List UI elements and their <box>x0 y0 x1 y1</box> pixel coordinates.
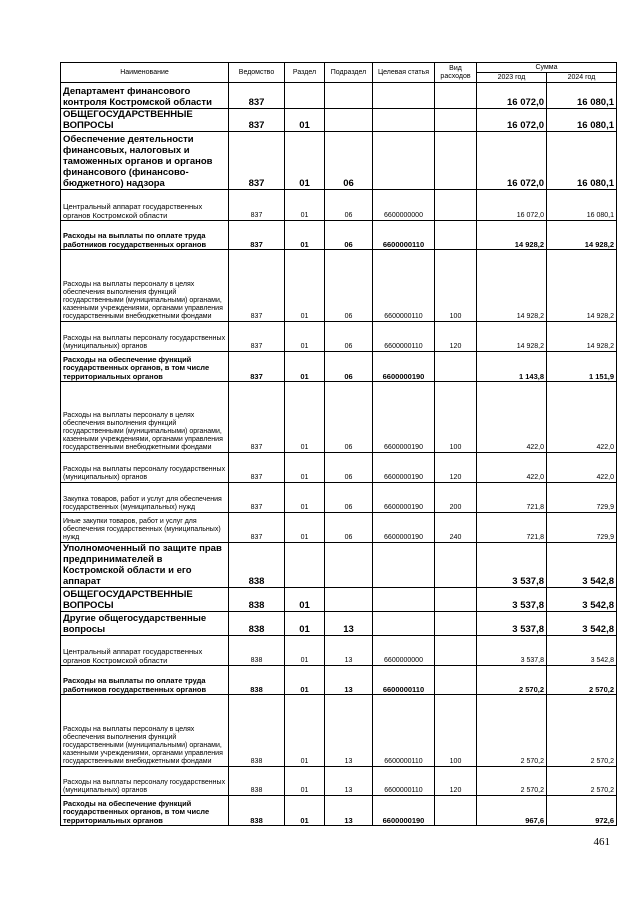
cell-subsection: 06 <box>325 382 373 453</box>
cell-dept: 837 <box>229 453 285 483</box>
cell-dept: 837 <box>229 322 285 352</box>
cell-target: 6600000190 <box>373 382 435 453</box>
cell-subsection: 06 <box>325 483 373 513</box>
cell-section: 01 <box>285 352 325 382</box>
cell-target: 6600000190 <box>373 453 435 483</box>
cell-sum-2024: 422,0 <box>547 453 617 483</box>
table-row <box>61 636 617 666</box>
cell-sum-2023: 2 570,2 <box>477 695 547 767</box>
cell-subsection: 13 <box>325 636 373 666</box>
header-exp-type: Вид расходов <box>435 63 477 83</box>
table-row <box>61 695 617 767</box>
cell-exp-type: 100 <box>435 250 477 322</box>
table-row <box>61 83 617 109</box>
cell-sum-2023: 14 928,2 <box>477 221 547 250</box>
cell-exp-type <box>435 666 477 695</box>
header-section: Раздел <box>285 63 325 83</box>
cell-subsection: 13 <box>325 796 373 826</box>
cell-sum-2023: 1 143,8 <box>477 352 547 382</box>
cell-sum-2023: 14 928,2 <box>477 322 547 352</box>
cell-subsection: 13 <box>325 695 373 767</box>
cell-exp-type: 240 <box>435 513 477 543</box>
cell-dept: 838 <box>229 588 285 612</box>
cell-name: Расходы на выплаты персоналу государственных (муниципальных) органов <box>61 322 229 352</box>
cell-target <box>373 83 435 109</box>
cell-sum-2024: 729,9 <box>547 483 617 513</box>
cell-section: 01 <box>285 513 325 543</box>
cell-sum-2024: 16 080,1 <box>547 132 617 190</box>
cell-subsection: 06 <box>325 250 373 322</box>
cell-dept: 838 <box>229 636 285 666</box>
cell-name: Центральный аппарат государственных органов Костромской области <box>61 636 229 666</box>
cell-name: Центральный аппарат государственных органов Костромской области <box>61 190 229 221</box>
cell-section: 01 <box>285 132 325 190</box>
cell-dept: 837 <box>229 382 285 453</box>
table-row <box>61 612 617 636</box>
cell-name: Расходы на обеспечение функций государственных органов, в том числе территориальных органов <box>61 352 229 382</box>
cell-name: Иные закупки товаров, работ и услуг для обеспечения государственных (муниципальных) нужд <box>61 513 229 543</box>
cell-sum-2024: 2 570,2 <box>547 666 617 695</box>
cell-section: 01 <box>285 453 325 483</box>
cell-section: 01 <box>285 767 325 796</box>
cell-section: 01 <box>285 695 325 767</box>
table-header <box>61 63 617 83</box>
cell-sum-2023: 14 928,2 <box>477 250 547 322</box>
cell-subsection: 13 <box>325 612 373 636</box>
cell-dept: 838 <box>229 695 285 767</box>
cell-name: ОБЩЕГОСУДАРСТВЕННЫЕ ВОПРОСЫ <box>61 109 229 132</box>
cell-target: 6600000190 <box>373 352 435 382</box>
page-number: 461 <box>593 836 610 848</box>
cell-subsection: 06 <box>325 221 373 250</box>
cell-section: 01 <box>285 588 325 612</box>
cell-exp-type <box>435 588 477 612</box>
table-row <box>61 796 617 826</box>
table-row <box>61 767 617 796</box>
cell-sum-2024: 729,9 <box>547 513 617 543</box>
cell-target: 6600000110 <box>373 695 435 767</box>
cell-dept: 837 <box>229 352 285 382</box>
cell-exp-type: 120 <box>435 767 477 796</box>
table-row <box>61 322 617 352</box>
header-year-2024: 2024 год <box>547 73 617 83</box>
header-dept: Ведомство <box>229 63 285 83</box>
cell-exp-type: 120 <box>435 453 477 483</box>
header-name: Наименование <box>61 63 229 83</box>
cell-sum-2023: 3 537,8 <box>477 636 547 666</box>
cell-section: 01 <box>285 612 325 636</box>
cell-sum-2023: 16 072,0 <box>477 83 547 109</box>
cell-name: Другие общегосударственные вопросы <box>61 612 229 636</box>
cell-name: Расходы на выплаты персоналу в целях обеспечения выполнения функций государственными (муниципальными) органами, казенными учреждениями, органами управления государственными внебюджетными фондами <box>61 695 229 767</box>
cell-sum-2023: 3 537,8 <box>477 612 547 636</box>
cell-sum-2024: 3 542,8 <box>547 543 617 588</box>
cell-target: 6600000190 <box>373 796 435 826</box>
cell-exp-type: 100 <box>435 695 477 767</box>
cell-sum-2024: 16 080,1 <box>547 190 617 221</box>
cell-sum-2024: 3 542,8 <box>547 588 617 612</box>
table-row <box>61 513 617 543</box>
cell-subsection <box>325 588 373 612</box>
cell-exp-type <box>435 612 477 636</box>
cell-dept: 838 <box>229 666 285 695</box>
cell-target <box>373 109 435 132</box>
cell-dept: 837 <box>229 221 285 250</box>
cell-subsection <box>325 543 373 588</box>
header-subsection: Подраздел <box>325 63 373 83</box>
cell-sum-2023: 721,8 <box>477 483 547 513</box>
cell-dept: 837 <box>229 132 285 190</box>
cell-section: 01 <box>285 109 325 132</box>
header-target: Целевая статья <box>373 63 435 83</box>
cell-section: 01 <box>285 190 325 221</box>
table-row <box>61 352 617 382</box>
cell-name: Расходы на обеспечение функций государственных органов, в том числе территориальных органов <box>61 796 229 826</box>
cell-subsection: 06 <box>325 190 373 221</box>
cell-name: Расходы на выплаты персоналу государственных (муниципальных) органов <box>61 453 229 483</box>
cell-sum-2024: 2 570,2 <box>547 767 617 796</box>
cell-exp-type <box>435 190 477 221</box>
cell-subsection: 06 <box>325 453 373 483</box>
table-row <box>61 250 617 322</box>
cell-subsection: 06 <box>325 322 373 352</box>
cell-exp-type: 100 <box>435 382 477 453</box>
cell-subsection: 13 <box>325 666 373 695</box>
cell-dept: 838 <box>229 612 285 636</box>
header-sum: Сумма <box>477 63 617 73</box>
cell-target <box>373 132 435 190</box>
cell-exp-type <box>435 796 477 826</box>
cell-name: Расходы на выплаты по оплате труда работников государственных органов <box>61 666 229 695</box>
cell-subsection <box>325 109 373 132</box>
table-row <box>61 190 617 221</box>
cell-subsection: 06 <box>325 132 373 190</box>
cell-name: Расходы на выплаты по оплате труда работников государственных органов <box>61 221 229 250</box>
table-row <box>61 666 617 695</box>
cell-exp-type <box>435 352 477 382</box>
cell-exp-type: 120 <box>435 322 477 352</box>
cell-name: Расходы на выплаты персоналу в целях обеспечения выполнения функций государственными (муниципальными) органами, казенными учреждениями, органами управления государственными внебюджетными фондами <box>61 382 229 453</box>
cell-target <box>373 588 435 612</box>
table-row <box>61 453 617 483</box>
cell-sum-2023: 721,8 <box>477 513 547 543</box>
cell-sum-2023: 16 072,0 <box>477 190 547 221</box>
cell-section: 01 <box>285 666 325 695</box>
table-body <box>61 83 617 826</box>
cell-exp-type <box>435 109 477 132</box>
cell-dept: 837 <box>229 483 285 513</box>
cell-subsection: 06 <box>325 513 373 543</box>
cell-sum-2024: 14 928,2 <box>547 221 617 250</box>
cell-dept: 837 <box>229 83 285 109</box>
budget-table <box>60 62 617 826</box>
table-row <box>61 382 617 453</box>
cell-target: 6600000000 <box>373 190 435 221</box>
cell-name: Закупка товаров, работ и услуг для обеспечения государственных (муниципальных) нужд <box>61 483 229 513</box>
cell-exp-type <box>435 543 477 588</box>
cell-dept: 837 <box>229 250 285 322</box>
cell-dept: 837 <box>229 513 285 543</box>
cell-target: 6600000110 <box>373 322 435 352</box>
table-row <box>61 221 617 250</box>
header-year-2023: 2023 год <box>477 73 547 83</box>
cell-dept: 838 <box>229 796 285 826</box>
cell-section: 01 <box>285 382 325 453</box>
cell-exp-type <box>435 132 477 190</box>
cell-subsection: 13 <box>325 767 373 796</box>
cell-name: Расходы на выплаты персоналу государственных (муниципальных) органов <box>61 767 229 796</box>
cell-dept: 837 <box>229 190 285 221</box>
cell-sum-2024: 3 542,8 <box>547 636 617 666</box>
cell-name: ОБЩЕГОСУДАРСТВЕННЫЕ ВОПРОСЫ <box>61 588 229 612</box>
cell-target: 6600000190 <box>373 513 435 543</box>
cell-sum-2024: 14 928,2 <box>547 322 617 352</box>
cell-name: Уполномоченный по защите прав предпринимателей в Костромской области и его аппарат <box>61 543 229 588</box>
cell-section <box>285 83 325 109</box>
cell-target <box>373 543 435 588</box>
cell-sum-2023: 2 570,2 <box>477 666 547 695</box>
cell-exp-type: 200 <box>435 483 477 513</box>
cell-sum-2024: 14 928,2 <box>547 250 617 322</box>
cell-section <box>285 543 325 588</box>
cell-section: 01 <box>285 322 325 352</box>
cell-sum-2024: 422,0 <box>547 382 617 453</box>
cell-sum-2024: 2 570,2 <box>547 695 617 767</box>
cell-subsection <box>325 83 373 109</box>
cell-sum-2024: 16 080,1 <box>547 109 617 132</box>
cell-section: 01 <box>285 483 325 513</box>
cell-target: 6600000110 <box>373 250 435 322</box>
cell-section: 01 <box>285 636 325 666</box>
cell-dept: 837 <box>229 109 285 132</box>
cell-target: 6600000110 <box>373 767 435 796</box>
table-row <box>61 109 617 132</box>
cell-dept: 838 <box>229 543 285 588</box>
cell-sum-2023: 422,0 <box>477 382 547 453</box>
cell-target: 6600000190 <box>373 483 435 513</box>
cell-sum-2023: 422,0 <box>477 453 547 483</box>
table-row <box>61 588 617 612</box>
cell-sum-2023: 967,6 <box>477 796 547 826</box>
cell-sum-2023: 3 537,8 <box>477 588 547 612</box>
cell-name: Расходы на выплаты персоналу в целях обеспечения выполнения функций государственными (муниципальными) органами, казенными учреждениями, органами управления государственными внебюджетными фондами <box>61 250 229 322</box>
cell-target: 6600000110 <box>373 666 435 695</box>
cell-sum-2023: 16 072,0 <box>477 132 547 190</box>
table-row <box>61 132 617 190</box>
cell-sum-2023: 16 072,0 <box>477 109 547 132</box>
cell-target: 6600000000 <box>373 636 435 666</box>
cell-sum-2024: 972,6 <box>547 796 617 826</box>
cell-exp-type <box>435 636 477 666</box>
cell-target: 6600000110 <box>373 221 435 250</box>
cell-name: Департамент финансового контроля Костромской области <box>61 83 229 109</box>
cell-dept: 838 <box>229 767 285 796</box>
cell-section: 01 <box>285 796 325 826</box>
cell-sum-2024: 3 542,8 <box>547 612 617 636</box>
cell-exp-type <box>435 221 477 250</box>
cell-sum-2024: 1 151,9 <box>547 352 617 382</box>
cell-subsection: 06 <box>325 352 373 382</box>
cell-sum-2024: 16 080,1 <box>547 83 617 109</box>
cell-sum-2023: 3 537,8 <box>477 543 547 588</box>
cell-sum-2023: 2 570,2 <box>477 767 547 796</box>
cell-target <box>373 612 435 636</box>
table-row <box>61 483 617 513</box>
cell-section: 01 <box>285 221 325 250</box>
table-row <box>61 543 617 588</box>
cell-exp-type <box>435 83 477 109</box>
cell-section: 01 <box>285 250 325 322</box>
cell-name: Обеспечение деятельности финансовых, налоговых и таможенных органов и органов финансового (финансово-бюджетного) надзора <box>61 132 229 190</box>
